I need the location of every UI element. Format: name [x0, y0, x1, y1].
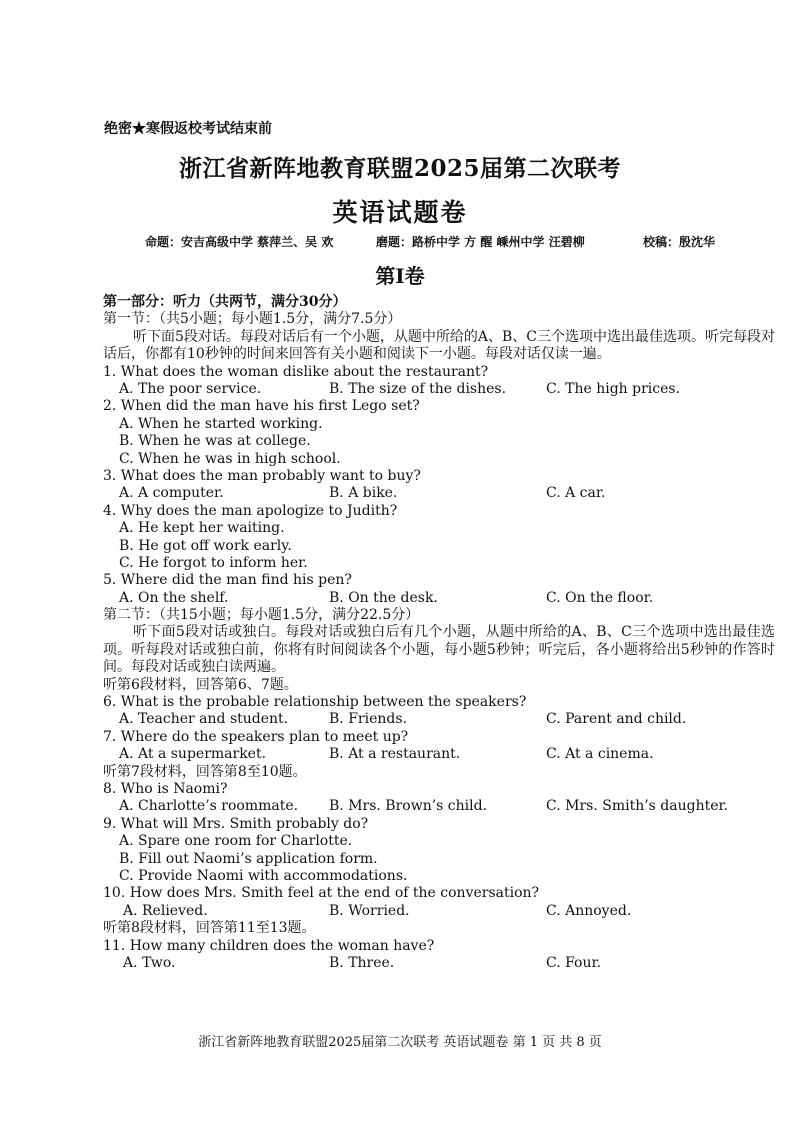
option-c: C. Four. — [546, 954, 602, 971]
option-a: A. At a supermarket. — [119, 746, 267, 763]
option-b: B. Mrs. Brown’s child. — [329, 798, 488, 815]
section1-instructions: 听下面5段对话。每段对话后有一个小题，从题中所给的A、B、C三个选项中选出最佳选项。听完每段对话后，你都有10秒钟的时间来回答有关小题和阅读下一小题。每段对话仅读一遍。 — [103, 328, 776, 363]
option-c: C. At a cinema. — [546, 746, 654, 763]
option-a: A. The poor service. — [119, 380, 262, 397]
option-a: A. A computer. — [119, 485, 224, 502]
question-options — [103, 381, 775, 398]
option-a: A. When he started working. — [119, 415, 323, 432]
confidential-label: 绝密★寒假返校考试结束前 — [104, 121, 272, 137]
proofread-credit: 校稿：殷沈华 — [643, 235, 716, 249]
question-stem: 2. When did the man have his first Lego set? — [103, 398, 420, 415]
page-footer: 浙江省新阵地教育联盟2025届第二次联考 英语试题卷 第 1 页 共 8 页 — [198, 1035, 602, 1050]
question-stem: 11. How many children does the woman have? — [103, 937, 435, 954]
option-b: B. Worried. — [329, 902, 410, 919]
question-options — [103, 485, 775, 502]
volume-heading: 第Ⅰ卷 — [375, 264, 425, 288]
option-b: B. On the desk. — [329, 589, 438, 606]
question-options — [103, 746, 775, 763]
option-a: A. Two. — [123, 954, 176, 971]
question-options — [103, 955, 775, 972]
option-a: A. Charlotte’s roommate. — [119, 798, 299, 815]
material-7-note: 听第7段材料，回答第8至10题。 — [103, 763, 307, 780]
question-stem: 8. Who is Naomi? — [103, 781, 228, 798]
option-b: B. Three. — [329, 954, 395, 971]
exam-title: 浙江省新阵地教育联盟2025届第二次联考 — [178, 155, 621, 182]
question-stem: 10. How does Mrs. Smith feel at the end of the conversation? — [103, 885, 540, 902]
question-stem: 4. Why does the man apologize to Judith? — [103, 502, 398, 519]
question-options — [103, 798, 775, 815]
option-c: C. Parent and child. — [546, 711, 687, 728]
question-stem: 9. What will Mrs. Smith probably do? — [103, 815, 369, 832]
option-b: B. Fill out Naomi’s application form. — [119, 850, 378, 867]
option-c: C. The high prices. — [546, 380, 681, 397]
option-b: B. Friends. — [329, 711, 407, 728]
question-options — [103, 711, 775, 728]
option-b: B. He got off work early. — [119, 537, 292, 554]
question-options — [103, 903, 775, 920]
option-b: B. When he was at college. — [119, 433, 311, 450]
question-stem: 5. Where did the man find his pen? — [103, 572, 352, 589]
part1-heading: 第一部分：听力（共两节，满分30分） — [103, 294, 347, 310]
option-c: C. Provide Naomi with accommodations. — [119, 867, 408, 884]
question-options — [103, 590, 775, 607]
material-6-note: 听第6段材料，回答第6、7题。 — [103, 676, 298, 693]
option-b: B. The size of the dishes. — [329, 380, 507, 397]
question-stem: 6. What is the probable relationship between the speakers? — [103, 694, 527, 711]
option-a: A. On the shelf. — [119, 589, 229, 606]
option-c: C. A car. — [546, 485, 606, 502]
section2-heading: 第二节：（共15小题；每小题1.5分，满分22.5分） — [103, 607, 420, 624]
option-c: C. He forgot to inform her. — [119, 554, 308, 571]
option-b: B. A bike. — [329, 485, 398, 502]
question-stem: 3. What does the man probably want to buy? — [103, 467, 421, 484]
option-c: C. Annoyed. — [546, 902, 632, 919]
question-stem: 7. Where do the speakers plan to meet up? — [103, 728, 409, 745]
material-8-note: 听第8段材料，回答第11至13题。 — [103, 920, 316, 937]
option-a: A. Spare one room for Charlotte. — [119, 833, 353, 850]
option-c: C. Mrs. Smith’s daughter. — [546, 798, 729, 815]
option-b: B. At a restaurant. — [329, 746, 461, 763]
review-credit: 磨题：路桥中学 方 醒 嵊州中学 汪碧柳 — [376, 235, 585, 249]
exam-content — [103, 294, 775, 972]
section1-heading: 第一节：（共5小题；每小题1.5分，满分7.5分） — [103, 311, 402, 328]
section2-instructions: 听下面5段对话或独白。每段对话或独白后有几个小题，从题中所给的A、B、C三个选项中选出最佳选项。听每段对话或独白前，你将有时间阅读各个小题，每小题5秒钟；听完后，各小题将给出5秒钟的作答时间。每段对话或独白读两遍。 — [103, 624, 775, 676]
option-a: A. He kept her waiting. — [119, 520, 285, 537]
exam-subtitle: 英语试题卷 — [332, 198, 468, 227]
option-c: C. When he was in high school. — [119, 450, 341, 467]
option-a: A. Relieved. — [123, 902, 208, 919]
question-stem: 1. What does the woman dislike about the restaurant? — [103, 363, 489, 380]
option-c: C. On the floor. — [546, 589, 654, 606]
proposition-credit: 命题：安吉高级中学 蔡萍兰、吴 欢 — [145, 235, 334, 249]
option-a: A. Teacher and student. — [119, 711, 289, 728]
